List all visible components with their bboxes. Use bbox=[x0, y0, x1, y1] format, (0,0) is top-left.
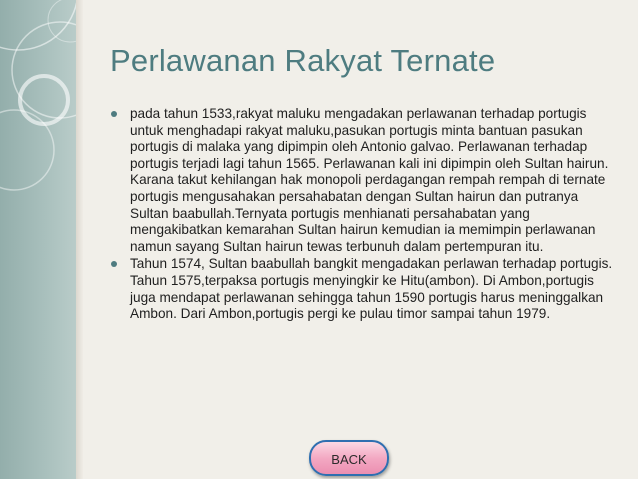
bullet-icon bbox=[111, 111, 117, 117]
bullet-item bbox=[110, 256, 620, 322]
sidebar-edge bbox=[76, 0, 83, 479]
slide-content bbox=[110, 106, 620, 323]
decorative-sidebar bbox=[0, 0, 76, 479]
slide-title: Perlawanan Rakyat Ternate bbox=[110, 43, 496, 78]
bullet-text: Tahun 1574, Sultan baabullah bangkit mengadakan perlawan terhadap portugis. Tahun 1575,terpaksa portugis menyingkir ke Hitu(ambon). Di Ambon,portugis juga mendapat perlawanan sehingga tahun 1590 portugis harus meninggalkan Ambon. Dari Ambon,portugis pergi ke pulau timor sampai tahun 1979. bbox=[130, 256, 613, 322]
bullet-item bbox=[110, 106, 620, 255]
sidebar-circles-decoration bbox=[0, 0, 76, 479]
bullet-text: pada tahun 1533,rakyat maluku mengadakan perlawanan terhadap portugis untuk menghadapi rakyat maluku,pasukan portugis minta bantuan pasukan portugis di malaka yang dipimpin oleh Antonio galvao. Perlawanan terhadap portugis terjadi lagi tahun 1565. Perlawanan kali ini dipimpin oleh Sultan hairun. Karana takut kehilangan hak monopoli perdagangan rempah rempah di ternate portugis mengusahakan persahabatan dengan Sultan hairun dan putranya Sultan baabullah.Ternyata portugis menhianati persahabatan yang mengakibatkan kemarahan Sultan hairun kemudian ia memimpin perlawanan namun sayang Sultan hairun tewas terbunuh dalam pertempuran itu. bbox=[130, 106, 609, 254]
bullet-icon bbox=[111, 261, 117, 267]
back-button[interactable]: BACK bbox=[309, 440, 389, 476]
